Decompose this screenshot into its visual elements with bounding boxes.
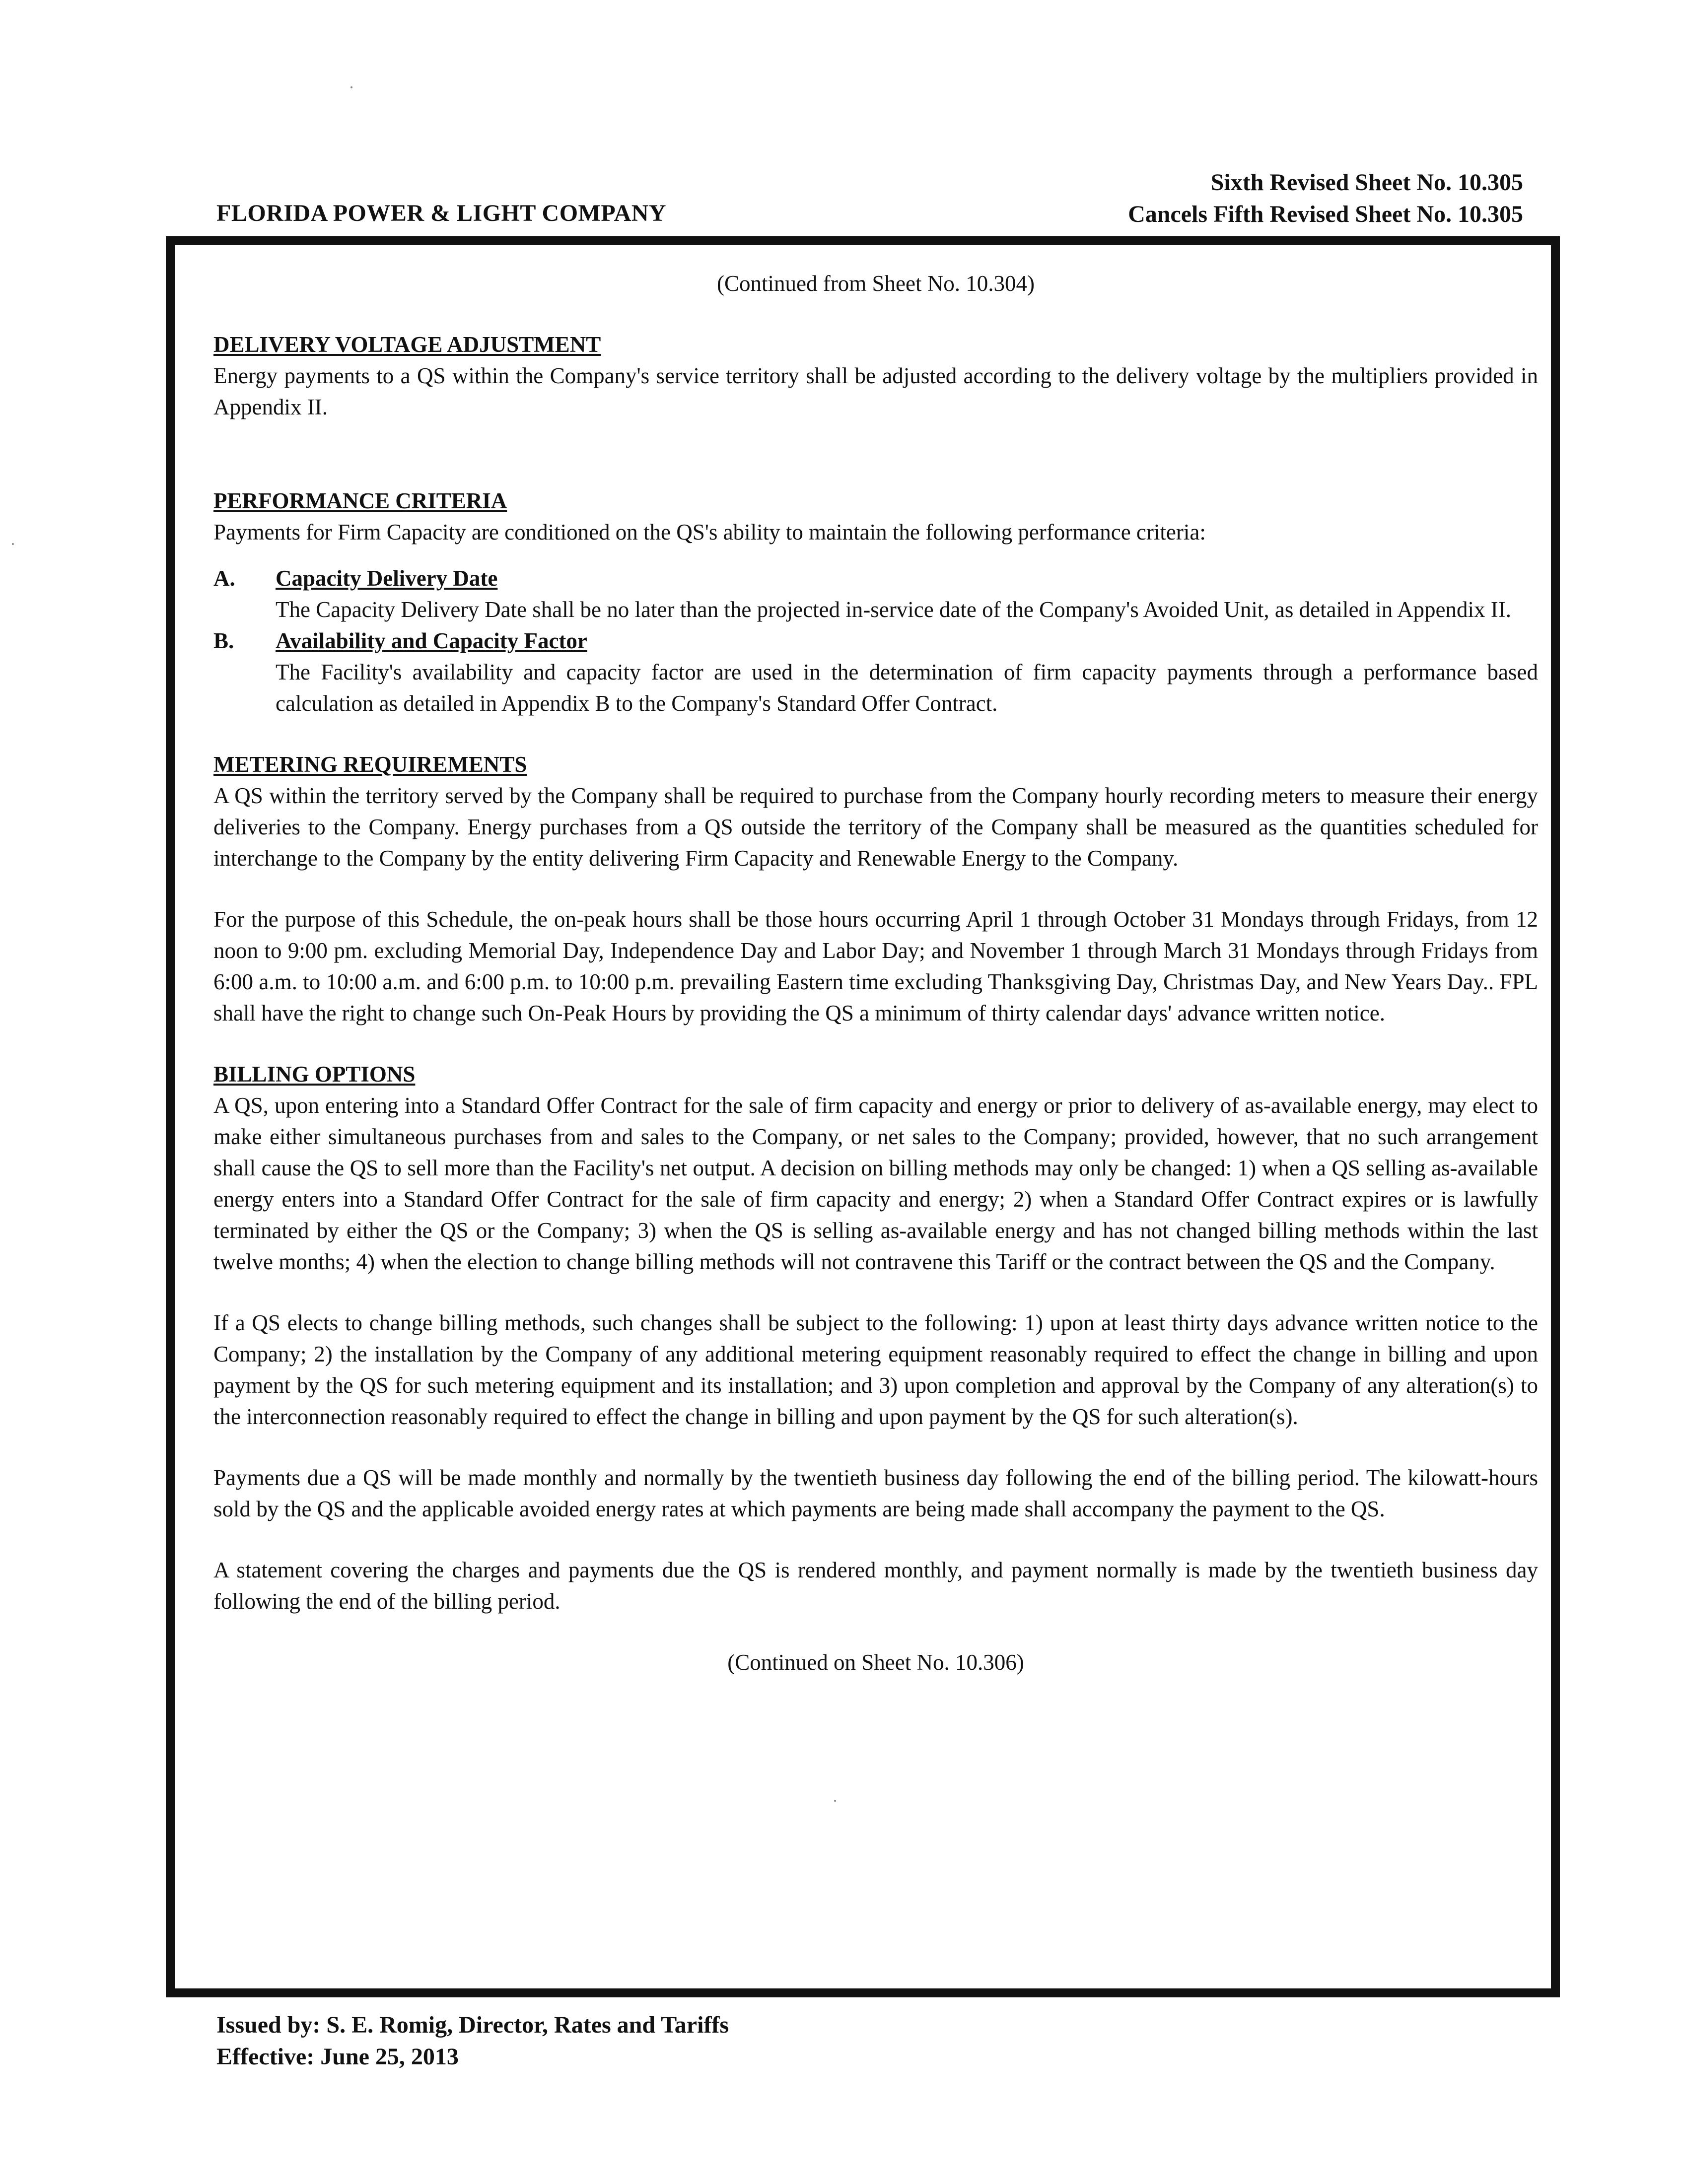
effective-date: Effective: June 25, 2013: [216, 2044, 459, 2070]
continued-from: (Continued from Sheet No. 10.304): [717, 271, 1035, 296]
delivery-heading: DELIVERY VOLTAGE ADJUSTMENT: [213, 332, 601, 357]
payments-paragraph: Payments due a QS will be made monthly and normally by the twentieth business day following the end of the billing period. The kilowatt-hours sold by the QS and the applicable avoided energy rates at which payments are being made shall accompany the payment to the QS.: [213, 1465, 1538, 1521]
metering-paragraph: A QS within the territory served by the Company shall be required to purchase from the Company hourly recording meters to measure their energy deliveries to the Company. Energy purchases from a QS outside the territory of the Company shall be measured as the quantities scheduled for interchange to the Company by the entity delivering Firm Capacity and Renewable Energy to the Company.: [213, 783, 1538, 871]
sheet-number: Sixth Revised Sheet No. 10.305: [1210, 169, 1523, 196]
issued-by: Issued by: S. E. Romig, Director, Rates and Tariffs: [216, 2012, 729, 2038]
delivery-text: Energy payments to a QS within the Company's service territory shall be adjusted according to the delivery voltage by the multipliers provided in Appendix II.: [213, 363, 1538, 419]
metering-heading: METERING REQUIREMENTS: [213, 752, 527, 777]
criteria-item: [213, 625, 1538, 719]
billing-heading: BILLING OPTIONS: [213, 1062, 416, 1087]
statement-paragraph: A statement covering the charges and payments due the QS is rendered monthly, and payment normally is made by the twentieth business day following the end of the billing period.: [213, 1558, 1538, 1614]
item-text: The Facility's availability and capacity factor are used in the determination of firm capacity payments through a performance based calculation as detailed in Appendix B to the Company's Standard Offer Contract.: [276, 660, 1538, 716]
item-title: Availability and Capacity Factor: [276, 628, 587, 653]
scan-speck: [350, 86, 352, 88]
tariff-body: [213, 268, 1538, 1678]
item-title: Capacity Delivery Date: [276, 566, 498, 591]
continued-on: (Continued on Sheet No. 10.306): [727, 1650, 1024, 1675]
criteria-item: [213, 563, 1538, 625]
item-letter: B.: [213, 628, 234, 653]
scan-speck: [12, 543, 14, 545]
billing-change-paragraph: If a QS elects to change billing methods, such changes shall be subject to the following: 1) upon at least thirty days advance written notice to the Company; 2) the installation by the Company of any additional metering equipment reasonably required to effect the change in billing and upon payment by the QS for such metering equipment and its installation; and 3) upon completion and approval by the Company of any alteration(s) to the interconnection reasonably required to effect the change in billing and upon payment by the QS for such alteration(s).: [213, 1310, 1538, 1429]
item-text: The Capacity Delivery Date shall be no later than the projected in-service date of the Company's Avoided Unit, as detailed in Appendix II.: [276, 597, 1511, 622]
item-letter: A.: [213, 566, 235, 591]
issuance-footer: [216, 2009, 729, 2073]
cancels-sheet: Cancels Fifth Revised Sheet No. 10.305: [1128, 201, 1523, 227]
company-name: FLORIDA POWER & LIGHT COMPANY: [216, 200, 667, 226]
performance-intro: Payments for Firm Capacity are conditioned on the QS's ability to maintain the following performance criteria:: [213, 520, 1206, 545]
sheet-info: [1128, 167, 1523, 230]
on-peak-paragraph: For the purpose of this Schedule, the on-peak hours shall be those hours occurring April 1 through October 31 Mondays through Fridays, from 12 noon to 9:00 pm. excluding Memorial Day, Independence Day and Labor Day; and November 1 through March 31 Mondays through Fridays from 6:00 a.m. to 10:00 a.m. and 6:00 p.m. to 10:00 p.m. prevailing Eastern time excluding Thanksgiving Day, Christmas Day, and New Years Day.. FPL shall have the right to change such On-Peak Hours by providing the QS a minimum of thirty calendar days' advance written notice.: [213, 907, 1538, 1025]
performance-heading: PERFORMANCE CRITERIA: [213, 488, 507, 513]
billing-paragraph: A QS, upon entering into a Standard Offer Contract for the sale of firm capacity and energy or prior to delivery of as-available energy, may elect to make either simultaneous purchases from and sales to the Company, or net sales to the Company; provided, however, that no such arrangement shall cause the QS to sell more than the Facility's net output. A decision on billing methods may only be changed: 1) when a QS selling as-available energy enters into a Standard Offer Contract for the sale of firm capacity and energy; 2) when a Standard Offer Contract expires or is lawfully terminated by either the QS or the Company; 3) when the QS is selling as-available energy and has not changed billing methods within the last twelve months; 4) when the election to change billing methods will not contravene this Tariff or the contract between the QS and the Company.: [213, 1093, 1538, 1274]
